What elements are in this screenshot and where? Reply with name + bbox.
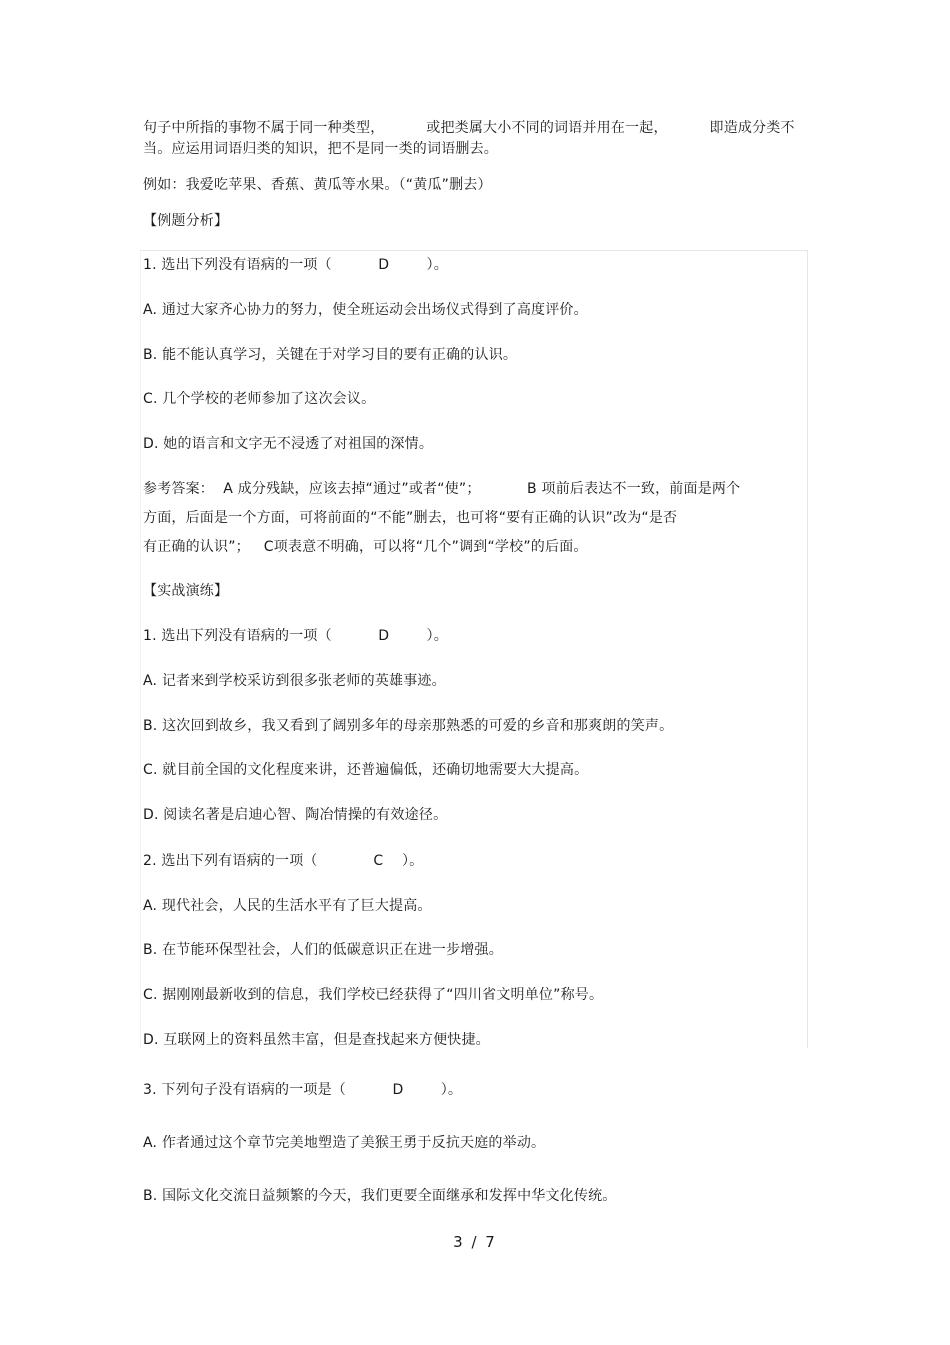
answer-line-2: 方面，后面是一个方面，可将前面的“不能”删去，也可将“要有正确的认识”改为“是否 xyxy=(143,510,678,526)
practice-q2-option-d: D. 互联网上的资料虽然丰富，但是查找起来方便快捷。 xyxy=(143,1032,490,1048)
intro-line-2: 当。应运用词语归类的知识，把不是同一类的词语删去。 xyxy=(143,141,498,157)
practice-q2-option-a: A. 现代社会，人民的生活水平有了巨大提高。 xyxy=(143,898,432,914)
practice-q2-option-b: B. 在节能环保型社会，人们的低碳意识正在进一步增强。 xyxy=(143,942,503,958)
example-q1-option-c: C. 几个学校的老师参加了这次会议。 xyxy=(143,391,376,407)
practice-q1-option-d: D. 阅读名著是启迪心智、陶冶情操的有效途径。 xyxy=(143,807,448,823)
page-number: 3 / 7 xyxy=(453,1233,497,1251)
answer-line-3: 有正确的认识”； C项表意不明确，可以将“几个”调到“学校”的后面。 xyxy=(143,539,588,555)
example-q1-option-a: A. 通过大家齐心协力的努力，使全班运动会出场仪式得到了高度评价。 xyxy=(143,302,588,318)
example-q1-stem: 1. 选出下列没有语病的一项（ D ）。 xyxy=(143,257,448,273)
example-q1-option-d: D. 她的语言和文字无不浸透了对祖国的深情。 xyxy=(143,436,434,452)
example-heading: 【例题分析】 xyxy=(143,213,229,229)
practice-q1-option-b: B. 这次回到故乡，我又看到了阔别多年的母亲那熟悉的可爱的乡音和那爽朗的笑声。 xyxy=(143,718,674,734)
intro-example: 例如：我爱吃苹果、香蕉、黄瓜等水果。（“黄瓜”删去） xyxy=(143,177,492,193)
practice-q1-option-c: C. 就目前全国的文化程度来讲，还普遍偏低，还确切地需要大大提高。 xyxy=(143,762,589,778)
practice-q3-stem: 3. 下列句子没有语病的一项是（ D ）。 xyxy=(143,1082,463,1098)
answer-line-1: 参考答案： A 成分残缺，应该去掉“通过”或者“使”； B 项前后表达不一致，前面是两个 xyxy=(143,481,741,497)
content-frame xyxy=(140,250,808,1048)
intro-line-1: 句子中所指的事物不属于同一种类型， 或把类属大小不同的词语并用在一起， 即造成分类不 xyxy=(143,120,795,136)
practice-heading: 【实战演练】 xyxy=(143,583,229,599)
practice-q3-option-a: A. 作者通过这个章节完美地塑造了美猴王勇于反抗天庭的举动。 xyxy=(143,1135,546,1151)
practice-q1-option-a: A. 记者来到学校采访到很多张老师的英雄事迹。 xyxy=(143,673,446,689)
example-q1-option-b: B. 能不能认真学习，关键在于对学习目的要有正确的认识。 xyxy=(143,347,518,363)
practice-q1-stem: 1. 选出下列没有语病的一项（ D ）。 xyxy=(143,628,448,644)
practice-q3-option-b: B. 国际文化交流日益频繁的今天，我们更要全面继承和发挥中华文化传统。 xyxy=(143,1188,617,1204)
practice-q2-option-c: C. 据刚刚最新收到的信息，我们学校已经获得了“四川省文明单位”称号。 xyxy=(143,987,604,1003)
practice-q2-stem: 2. 选出下列有语病的一项（ C ）。 xyxy=(143,853,424,869)
